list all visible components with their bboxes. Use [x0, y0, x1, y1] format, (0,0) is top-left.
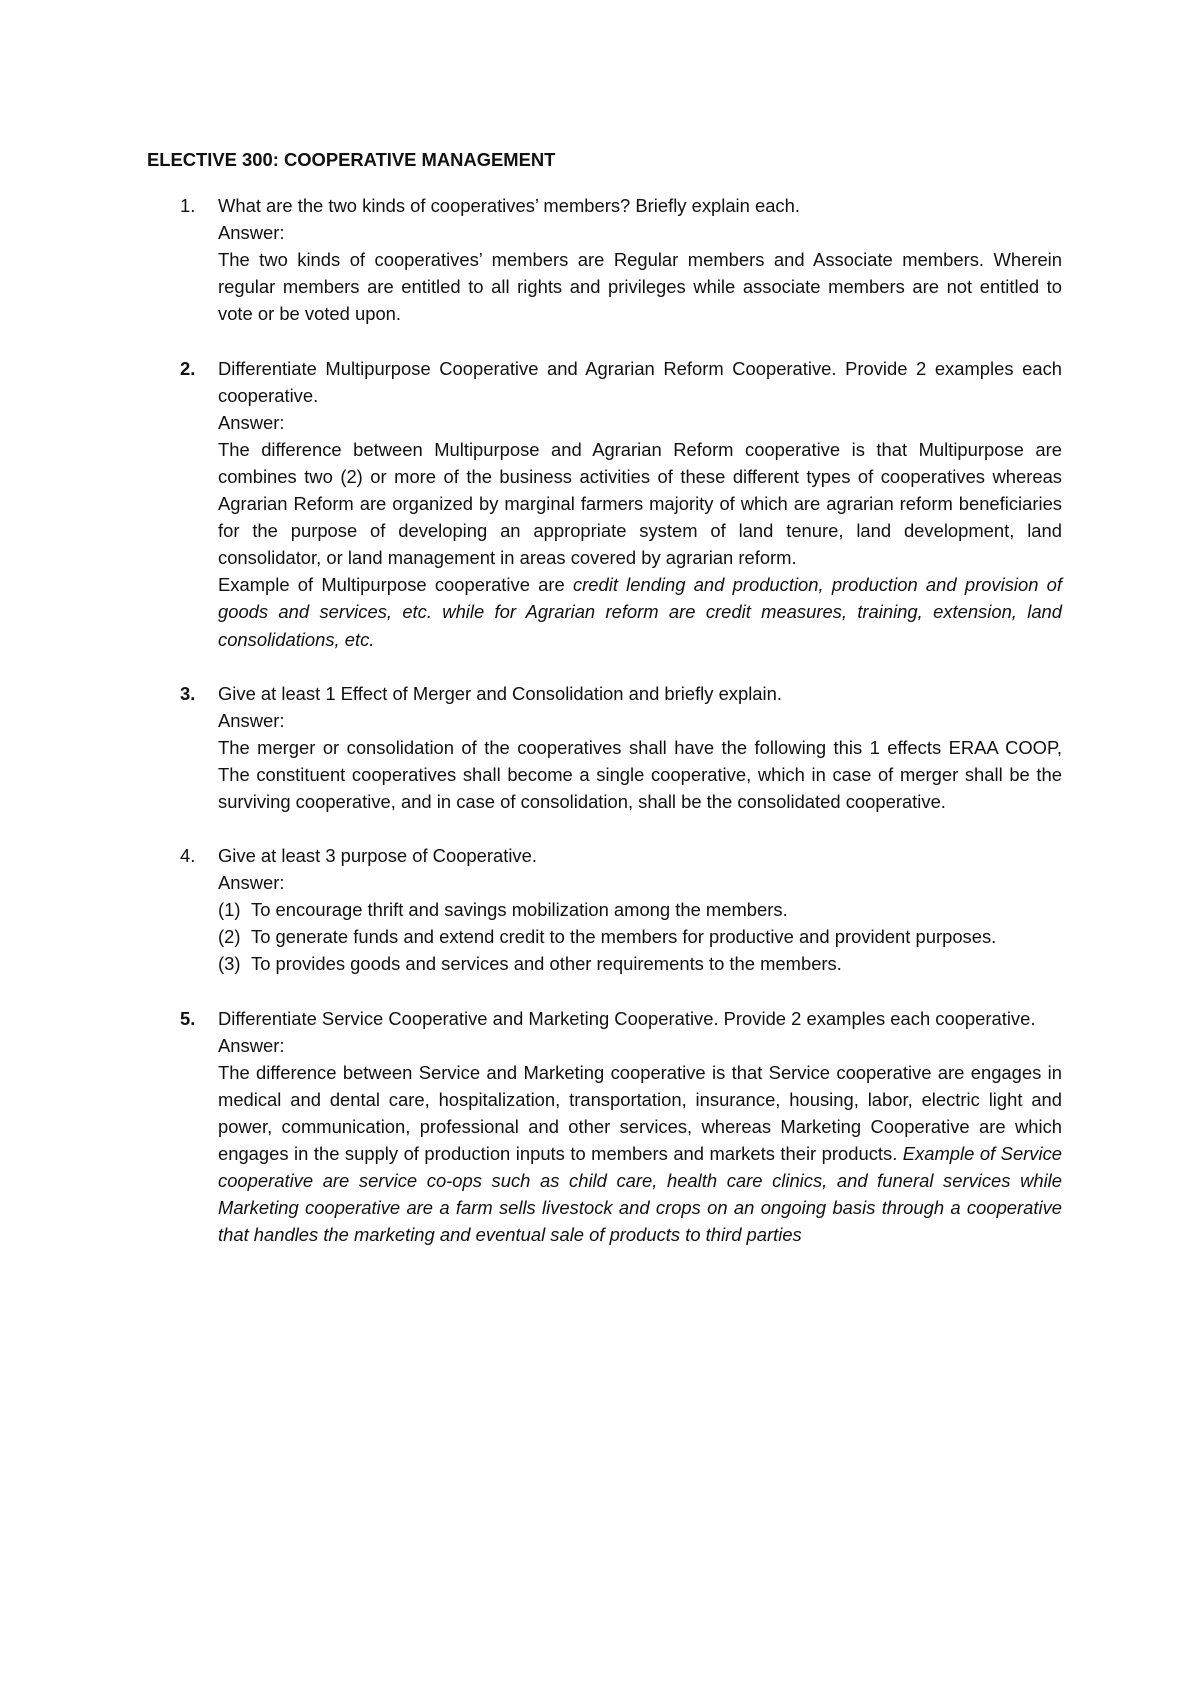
answer-label: Answer:: [218, 411, 285, 433]
answer-label: Answer:: [218, 709, 285, 731]
question-number: 3.: [180, 682, 196, 704]
question-item-4: [147, 842, 1062, 977]
purpose-item-1: [218, 896, 1062, 923]
question-number: 2.: [180, 357, 196, 379]
answer-text: The two kinds of cooperatives’ members are Regular members and Associate members. Wherein regular members are entitled to all rights and privileges while associate members are not entitled to vote or be voted upon.: [218, 249, 1062, 325]
answer-label: Answer:: [218, 1034, 285, 1056]
question-item-2: [147, 355, 1062, 653]
document-content: [147, 146, 1062, 1275]
purpose-number: (1): [218, 899, 241, 921]
answer-text: The merger or consolidation of the cooperatives shall have the following this 1 effects ERAA COOP, The constituent cooperatives shall become a single cooperative, which in case of merger shall be the surviving cooperative, and in case of consolidation, shall be the consolidated cooperative.: [218, 736, 1062, 812]
question-text: What are the two kinds of cooperatives’ members? Briefly explain each.: [218, 195, 800, 217]
answer-label: Answer:: [218, 222, 285, 244]
question-number: 4.: [180, 845, 196, 867]
example-paragraph: [218, 571, 1062, 652]
answer-label: Answer:: [218, 872, 285, 894]
answer-text: The difference between Multipurpose and Agrarian Reform cooperative is that Multipurpose are combines two (2) or more of the business activities of these different types of cooperatives whereas Agrarian Reform are organized by marginal farmers majority of which are agrarian reform beneficiaries for the purpose of developing an appropriate system of land tenure, land development, land consolidator, or land management in areas covered by agrarian reform.: [218, 438, 1062, 569]
purpose-item-2: [218, 923, 1062, 950]
question-text: Give at least 1 Effect of Merger and Consolidation and briefly explain.: [218, 682, 782, 704]
purpose-item-3: [218, 950, 1062, 977]
question-item-1: [147, 192, 1062, 327]
purpose-number: (2): [218, 926, 241, 948]
question-number: 1.: [180, 195, 196, 217]
question-number: 5.: [180, 1007, 196, 1029]
question-text: Give at least 3 purpose of Cooperative.: [218, 845, 537, 867]
question-item-3: [147, 680, 1062, 815]
example-lead: Example of Multipurpose cooperative are: [218, 574, 573, 596]
document-title: ELECTIVE 300: COOPERATIVE MANAGEMENT: [147, 149, 556, 170]
purpose-text: To provides goods and services and other requirements to the members.: [251, 953, 842, 975]
question-item-5: [147, 1005, 1062, 1249]
purpose-text: To encourage thrift and savings mobilization among the members.: [251, 899, 788, 921]
example-italic: credit lending and production, production and provision of goods and services, etc. while for Agrarian reform are credit measures, training, extension, land consolidations, etc.: [218, 574, 1062, 650]
answer-lead: The difference between Service and Marketing cooperative is that Service cooperative are engages in medical and dental care, hospitalization, transportation, insurance, housing, labor, electric light and power, communication, professional and other services, whereas Marketing Cooperative are which engages in the supply of production inputs to members and markets their products.: [218, 1061, 1062, 1164]
answer-italic: Example of Service cooperative are service co-ops such as child care, health care clinics, and funeral services while Marketing cooperative are a farm sells livestock and crops on an ongoing basis through a cooperative that handles the marketing and eventual sale of products to third parties: [218, 1143, 1062, 1246]
purpose-number: (3): [218, 953, 241, 975]
question-text: Differentiate Multipurpose Cooperative and Agrarian Reform Cooperative. Provide 2 examples each cooperative.: [218, 357, 1062, 406]
purpose-text: To generate funds and extend credit to the members for productive and provident purposes.: [251, 926, 997, 948]
answer-paragraph: [218, 1059, 1062, 1249]
question-text: Differentiate Service Cooperative and Marketing Cooperative. Provide 2 examples each cooperative.: [218, 1007, 1036, 1029]
